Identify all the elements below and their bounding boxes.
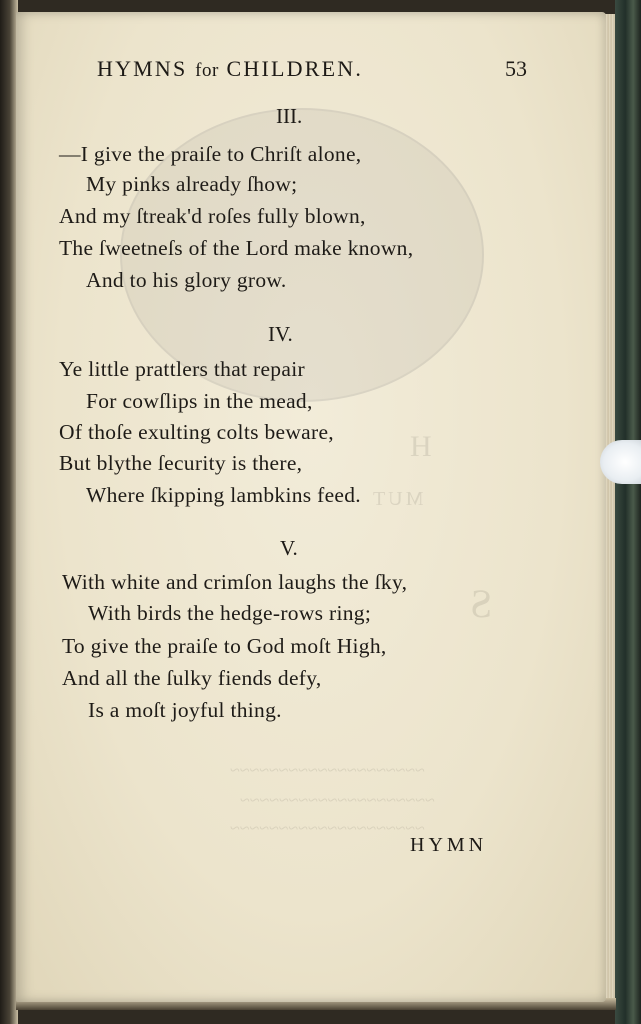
verse-line: And my ſtreak'd roſes fully blown, (59, 204, 366, 228)
verse-line: To give the praiſe to God moſt High, (62, 634, 387, 658)
verse-line: Of thoſe exulting colts beware, (59, 420, 334, 444)
running-header (97, 56, 527, 82)
verse-line: With birds the hedge-rows ring; (88, 601, 372, 625)
show-through-text: MUT (370, 488, 424, 510)
verse-line: With white and crimſon laughs the ſky, (62, 570, 408, 594)
show-through-text: H (410, 430, 432, 463)
show-through-text: ~~~~~~~~~~~~~~~~~~~~ (230, 760, 425, 780)
verse-line: Where ſkipping lambkins feed. (86, 483, 361, 507)
stanza-numeral: III. (276, 104, 303, 128)
stanza-numeral: IV. (268, 322, 293, 346)
catchword: HYMN (410, 834, 488, 856)
bookmark-tab (600, 440, 641, 484)
show-through-text: ~~~~~~~~~~~~~~~~~~~~ (230, 818, 425, 838)
stanza-numeral: V. (280, 536, 298, 560)
verse-line: The ſweetneſs of the Lord make known, (59, 236, 414, 260)
book-cover (615, 0, 641, 1024)
show-through-text: ~~~~~~~~~~~~~~~~~~~~ (240, 790, 435, 810)
show-through-text: S (470, 581, 493, 626)
verse-line: Ye little prattlers that repair (59, 357, 305, 381)
running-title-word: HYMNS (97, 56, 188, 81)
page-number: 53 (505, 56, 527, 81)
verse-line: And all the ſulky fiends defy, (62, 666, 322, 690)
running-title (97, 56, 363, 82)
verse-line: —I give the praiſe to Chriſt alone, (59, 142, 362, 166)
verse-line: And to his glory grow. (86, 268, 287, 292)
running-title-word: for (195, 60, 219, 81)
verse-line: My pinks already ſhow; (86, 172, 298, 196)
verse-line: Is a moſt joyful thing. (88, 698, 282, 722)
running-title-word: CHILDREN. (226, 56, 364, 81)
verse-line: For cowſlips in the mead, (86, 389, 313, 413)
verse-line: But blythe ſecurity is there, (59, 451, 303, 475)
